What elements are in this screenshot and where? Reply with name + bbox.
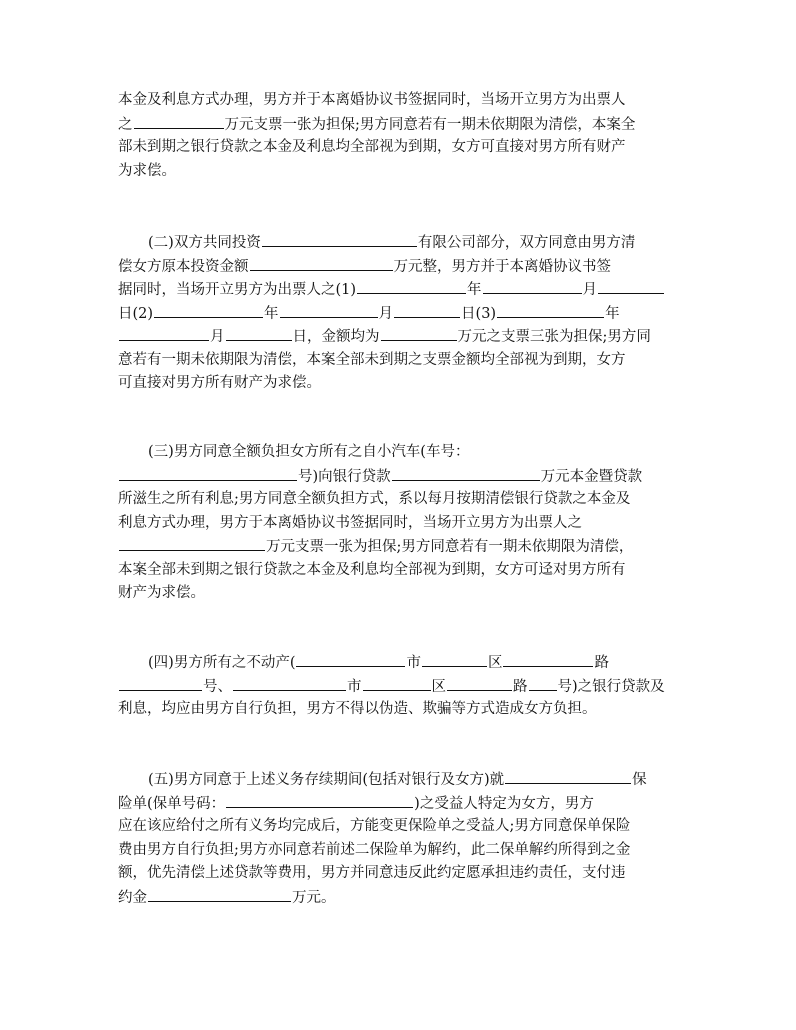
fill-in-blank bbox=[505, 768, 631, 784]
fill-in-blank bbox=[233, 675, 346, 691]
fill-in-blank bbox=[483, 278, 582, 294]
text-line bbox=[118, 89, 678, 113]
fill-in-blank bbox=[447, 675, 512, 691]
text-segment: 万元之支票三张为担保;男方同 bbox=[457, 329, 651, 345]
text-line bbox=[118, 255, 678, 279]
text-line bbox=[118, 160, 678, 184]
fill-in-blank bbox=[119, 535, 265, 551]
text-line bbox=[118, 582, 678, 606]
fill-in-blank bbox=[503, 651, 593, 667]
fill-in-blank bbox=[119, 465, 297, 481]
text-segment: 可直接对男方所有财产为求偿。 bbox=[118, 375, 321, 391]
text-segment: 日，金额均为 bbox=[292, 329, 380, 345]
text-segment: 意若有一期未依期限为清偿，本案全部未到期之支票金额均全部视为到期，女方 bbox=[118, 351, 626, 368]
clause-paragraph-3 bbox=[118, 441, 678, 606]
text-line bbox=[118, 231, 678, 255]
fill-in-blank bbox=[357, 278, 466, 294]
text-line bbox=[118, 698, 678, 722]
text-segment: 路 bbox=[513, 678, 528, 695]
text-line bbox=[118, 512, 678, 536]
text-segment: (四)男方所有之不动产( bbox=[148, 655, 296, 671]
text-segment: 险单(保单号码： bbox=[118, 795, 226, 812]
text-segment: 月 bbox=[378, 305, 394, 322]
fill-in-blank bbox=[598, 278, 664, 294]
text-segment: 号)之银行贷款及 bbox=[557, 678, 665, 695]
clause-paragraph-4 bbox=[118, 651, 678, 722]
text-line bbox=[118, 815, 678, 839]
fill-in-blank bbox=[262, 231, 417, 247]
text-segment: 年 bbox=[467, 282, 482, 298]
fill-in-blank bbox=[392, 465, 540, 481]
text-segment: 区 bbox=[487, 655, 503, 671]
text-segment: 所滋生之所有利息;男方同意全额负担方式，系以每月按期清偿银行贷款之本金及 bbox=[118, 491, 631, 507]
text-line bbox=[118, 465, 678, 489]
fill-in-blank bbox=[381, 325, 457, 341]
fill-in-blank bbox=[148, 886, 291, 902]
text-line bbox=[118, 839, 678, 863]
text-line bbox=[118, 441, 678, 465]
text-line bbox=[118, 651, 678, 675]
text-line bbox=[118, 302, 678, 326]
text-segment: 为求偿。 bbox=[118, 162, 176, 179]
text-segment: 路 bbox=[594, 655, 609, 671]
fill-in-blank bbox=[134, 113, 224, 129]
text-segment: 万元本金暨贷款 bbox=[540, 468, 643, 485]
text-segment: (五)男方同意于上述义务存续期间(包括对银行及女方)就 bbox=[148, 772, 505, 788]
text-line bbox=[118, 862, 678, 886]
text-line bbox=[118, 675, 678, 699]
text-segment: 费由男方自行负担;男方亦同意若前述二保险单为解约，此二保单解约所得到之金 bbox=[118, 841, 631, 858]
text-line bbox=[118, 559, 678, 583]
clause-paragraph-5 bbox=[118, 768, 678, 909]
text-segment: (三)男方同意全额负担女方所有之自小汽车(车号： bbox=[148, 444, 470, 460]
fill-in-blank bbox=[250, 255, 393, 271]
text-line bbox=[118, 768, 678, 792]
text-segment: (二)双方共同投资 bbox=[148, 235, 261, 251]
text-line bbox=[118, 278, 678, 302]
fill-in-blank bbox=[497, 302, 604, 318]
text-segment: 偿女方原本投资金额 bbox=[118, 258, 249, 275]
text-segment: 万元支票一张为担保;男方同意若有一期未依期限为清偿，本案全 bbox=[224, 116, 636, 133]
fill-in-blank bbox=[119, 325, 209, 341]
text-segment: 万元支票一张为担保;男方同意若有一期未依期限为清偿， bbox=[266, 539, 634, 555]
text-segment: 有限公司部分，双方同意由男方清 bbox=[417, 235, 636, 251]
fill-in-blank bbox=[226, 325, 292, 341]
text-segment: 保 bbox=[632, 772, 647, 788]
text-segment: 据同时，当场开立男方为出票人之(1) bbox=[118, 282, 357, 298]
text-line bbox=[118, 325, 678, 349]
text-segment: 市 bbox=[347, 678, 362, 695]
text-segment: 年 bbox=[264, 305, 279, 322]
text-segment: 约金 bbox=[118, 889, 147, 906]
fill-in-blank bbox=[296, 651, 405, 667]
text-line bbox=[118, 792, 678, 816]
text-line bbox=[118, 488, 678, 512]
clause-paragraph-2 bbox=[118, 231, 678, 396]
fill-in-blank bbox=[394, 302, 460, 318]
fill-in-blank bbox=[154, 302, 263, 318]
text-segment: 日(2) bbox=[118, 305, 154, 322]
text-line bbox=[118, 372, 678, 396]
text-segment: 额，优先清偿上述贷款等费用，男方并同意违反此约定愿承担违约责任，支付违 bbox=[118, 865, 626, 881]
text-segment: 区 bbox=[431, 678, 446, 695]
text-line bbox=[118, 535, 678, 559]
text-segment: 利息方式办理，男方于本离婚协议书签据同时，当场开立男方为出票人之 bbox=[118, 514, 582, 531]
clause-paragraph-1 bbox=[118, 89, 678, 183]
text-line bbox=[118, 349, 678, 373]
fill-in-blank bbox=[529, 675, 557, 691]
text-segment: 本金及利息方式办理，男方并于本离婚协议书签据同时，当场开立男方为出票人 bbox=[118, 92, 626, 108]
text-segment: 本案全部未到期之银行贷款之本金及利息均全部视为到期，女方可迳对男方所有 bbox=[118, 561, 626, 578]
text-segment: 月 bbox=[210, 329, 225, 345]
fill-in-blank bbox=[226, 792, 413, 808]
text-segment: 财产为求偿。 bbox=[118, 585, 205, 601]
text-segment: 万元整，男方并于本离婚协议书签 bbox=[393, 258, 611, 275]
fill-in-blank bbox=[422, 651, 487, 667]
text-line bbox=[118, 136, 678, 160]
text-segment: 利息，均应由男方自行负担，男方不得以伪造、欺骗等方式造成女方负担。 bbox=[118, 701, 597, 717]
text-segment: 月 bbox=[582, 282, 598, 298]
fill-in-blank bbox=[119, 675, 202, 691]
text-segment: 日(3) bbox=[461, 305, 497, 322]
text-segment: 应在该应给付之所有义务均完成后，方能变更保险单之受益人;男方同意保单保险 bbox=[118, 818, 631, 834]
fill-in-blank bbox=[363, 675, 431, 691]
text-segment: 号)向银行贷款 bbox=[298, 468, 391, 485]
text-segment: )之受益人特定为女方，男方 bbox=[414, 795, 594, 812]
text-segment: 年 bbox=[605, 305, 620, 322]
fill-in-blank bbox=[280, 302, 378, 318]
text-segment: 号、 bbox=[203, 678, 232, 695]
text-segment: 万元。 bbox=[292, 889, 336, 906]
text-segment: 之 bbox=[118, 116, 133, 133]
text-line bbox=[118, 886, 678, 910]
text-segment: 市 bbox=[406, 655, 421, 671]
text-line bbox=[118, 113, 678, 137]
text-segment: 部未到期之银行贷款之本金及利息均全部视为到期，女方可直接对男方所有财产 bbox=[118, 139, 626, 155]
